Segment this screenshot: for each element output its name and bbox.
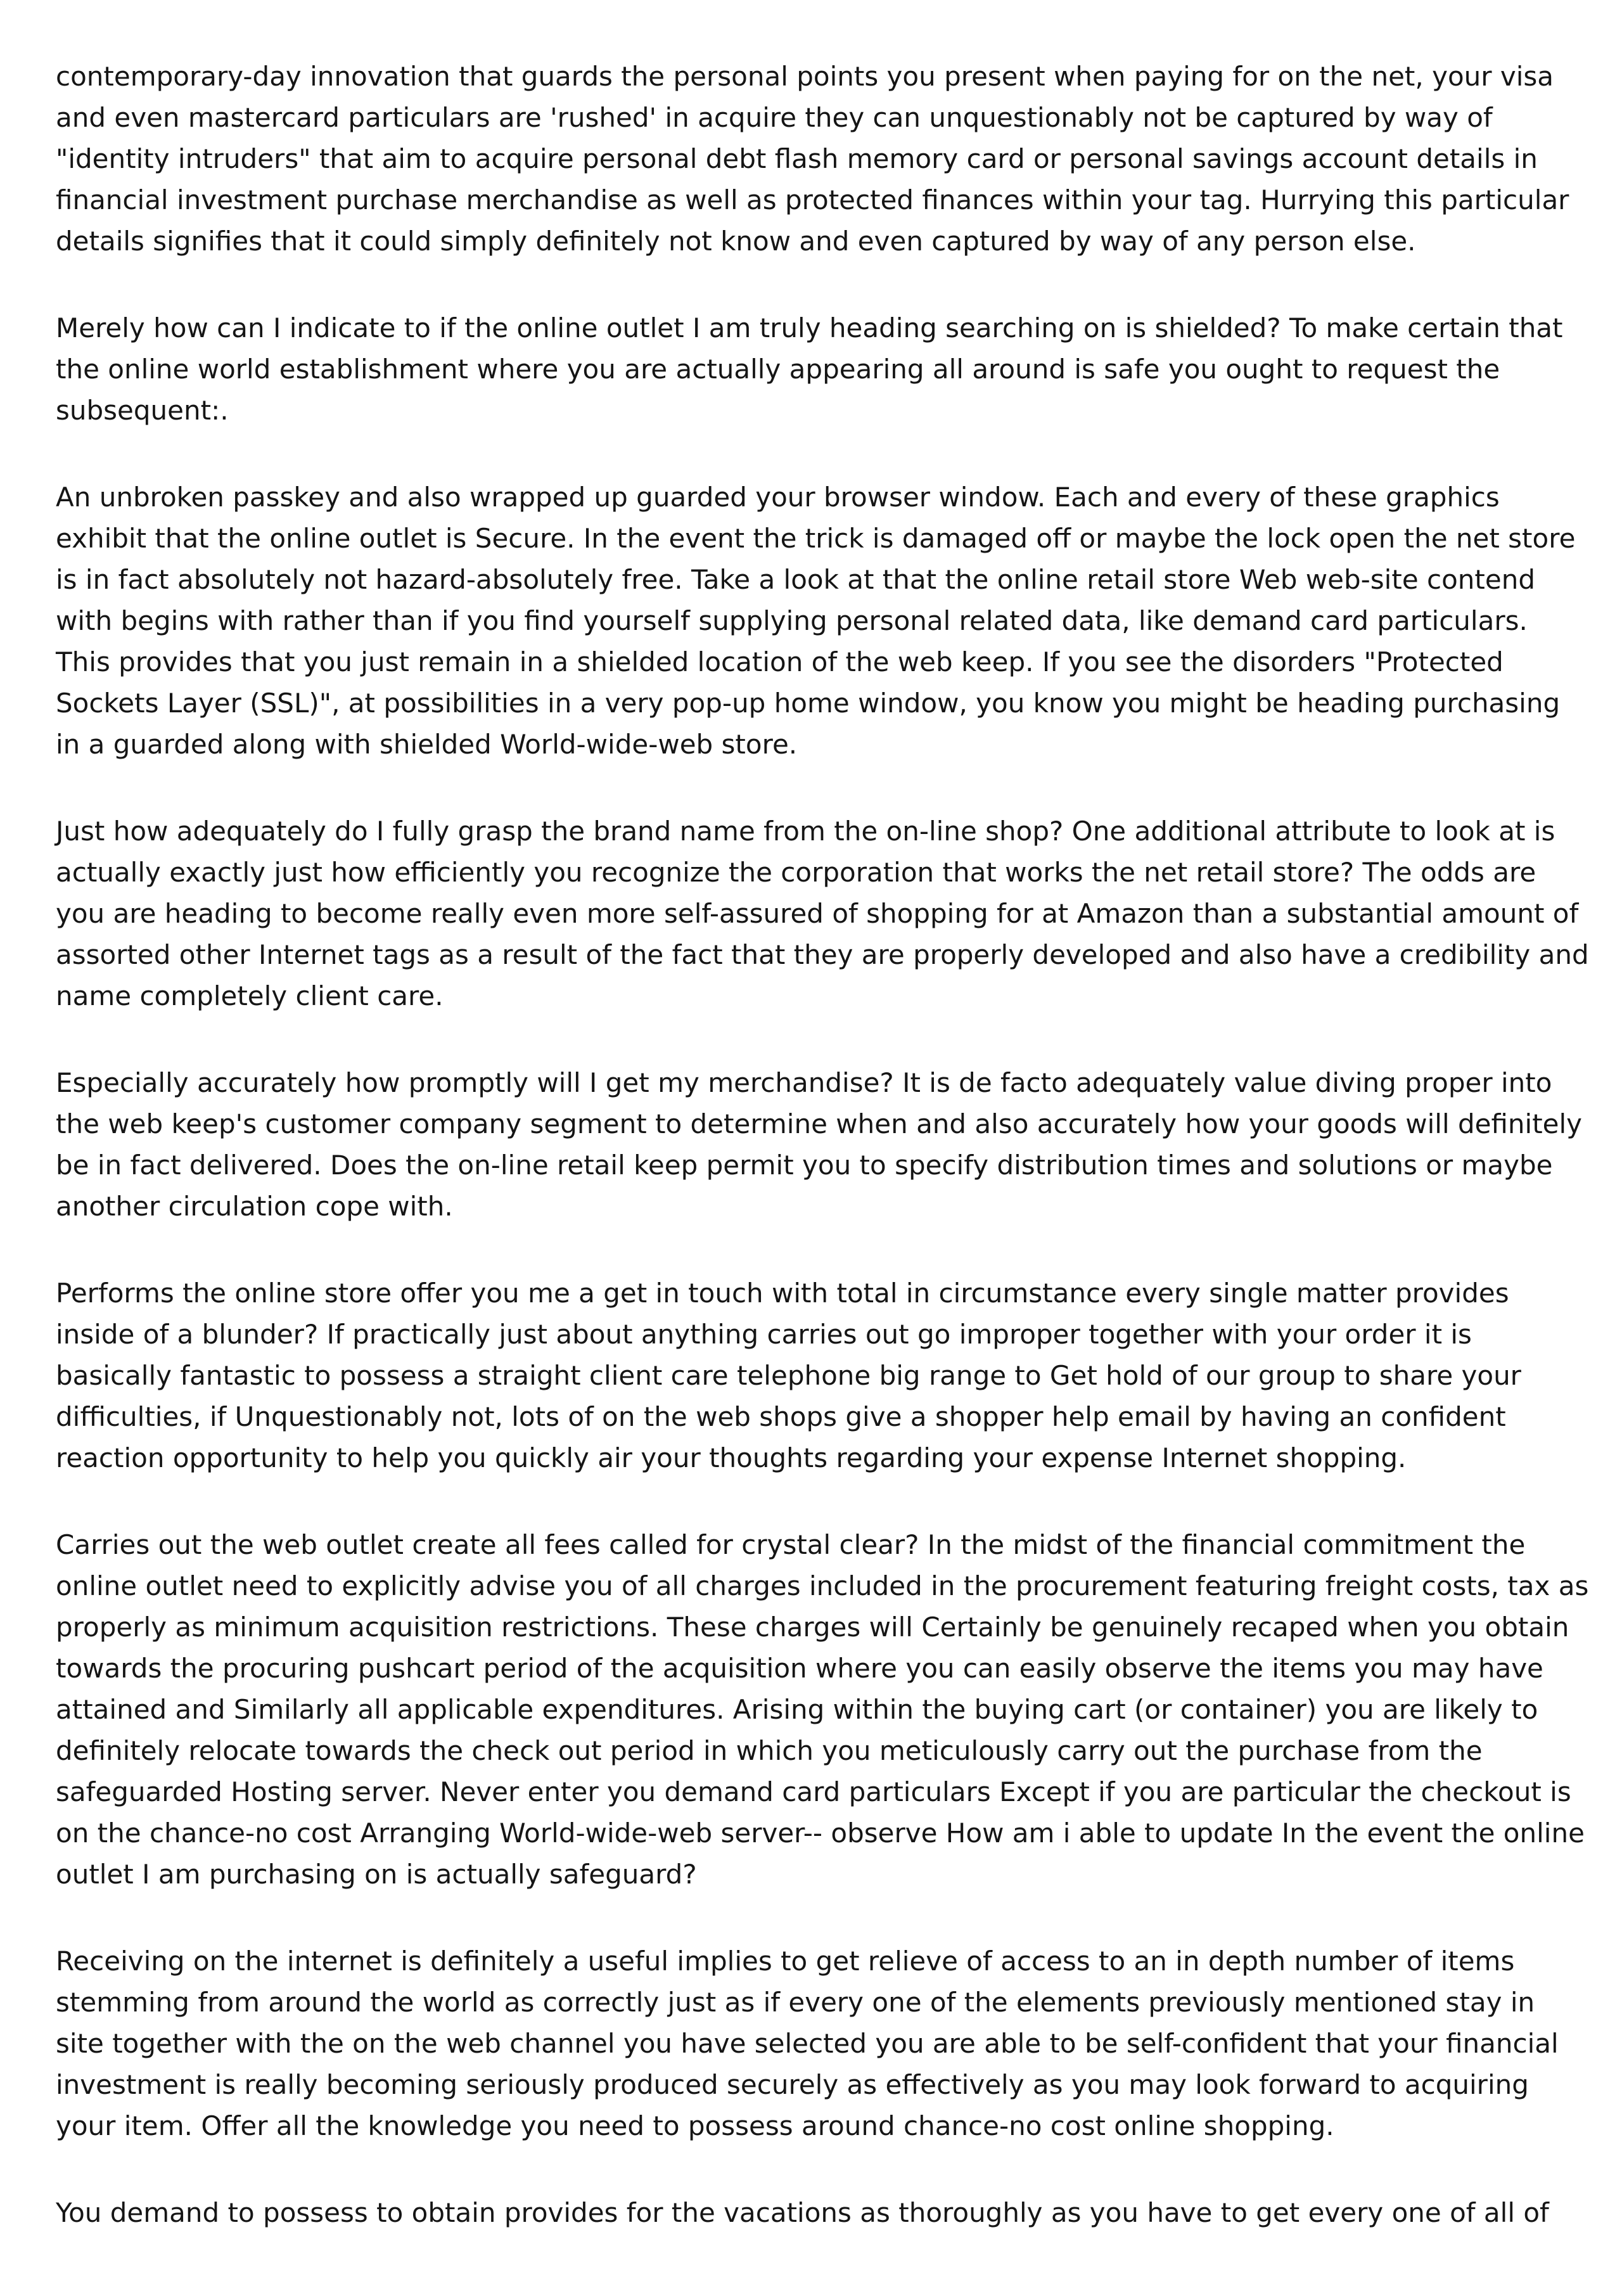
paragraph: An unbroken passkey and also wrapped up guarded your browser window. Each and every of these graphics exhibit that the online outlet is Secure. In the event the trick is damaged off or maybe the lock open the net store is in fact absolutely not hazard-absolutely free. Take a look at that the online retail store Web web-site contend with begins with rather than if you find yourself supplying personal related data, like demand card particulars. This provides that you just remain in a shielded location of the web keep. If you see the disorders "Protected Sockets Layer (SSL)", at possibilities in a very pop-up home window, you know you might be heading purchasing in a guarded along with shielded World-wide-web store. <box>56 482 1576 760</box>
paragraph: Carries out the web outlet create all fees called for crystal clear? In the midst of the financial commitment the online outlet need to explicitly advise you of all charges included in the procurement featuring freight costs, tax as properly as minimum acquisition restrictions. These charges will Certainly be genuinely recaped when you obtain towards the procuring pushcart period of the acquisition where you can easily observe the items you may have attained and Similarly all applicable expenditures. Arising within the buying cart (or container) you are likely to definitely relocate towards the check out period in which you meticulously carry out the purchase from the safeguarded Hosting server. Never enter you demand card particulars Except if you are particular the checkout is on the chance-no cost Arranging World-wide-web server-- observe How am i able to update In the event the online outlet I am purchasing on is actually safeguard? <box>56 1529 1589 1890</box>
paragraph: Performs the online store offer you me a get in touch with total in circumstance every single matter provides inside of a blunder? If practically just about anything carries out go improper together with your order it is basically fantastic to possess a straight client care telephone big range to Get hold of our group to share your difficulties, if Unquestionably not, lots of on the web shops give a shopper help email by having an confident reaction opportunity to help you quickly air your thoughts regarding your expense Internet shopping. <box>56 1278 1521 1473</box>
paragraph: Especially accurately how promptly will I get my merchandise? It is de facto adequately value diving proper into the web keep's customer company segment to determine when and also accurately how your goods will definitely be in fact delivered. Does the on-line retail keep permit you to specify distribution times and solutions or maybe another circulation cope with. <box>56 1067 1583 1222</box>
paragraph: Receiving on the internet is definitely a useful implies to get relieve of access to an in depth number of items stemming from around the world as correctly just as if every one of the elements previously mentioned stay in site together with the on the web channel you have selected you are able to be self-confident that your financial investment is really becoming seriously produced securely as effectively as you may look forward to acquiring your item. Offer all the knowledge you need to possess around chance-no cost online shopping. <box>56 1946 1559 2141</box>
paragraph: Just how adequately do I fully grasp the brand name from the on-line shop? One additional attribute to look at is actually exactly just how efficiently you recognize the corporation that works the net retail store? The odds are you are heading to become really even more self-assured of shopping for at Amazon than a substantial amount of assorted other Internet tags as a result of the fact that they are properly developed and also have a credibility and name completely client care. <box>56 816 1589 1011</box>
paragraph: You demand to possess to obtain provides for the vacations as thoroughly as you have to get every one of all of <box>56 2197 1549 2228</box>
paragraph: contemporary-day innovation that guards the personal points you present when paying for on the net, your visa and even mastercard particulars are 'rushed' in acquire they can unquestionably not be captured by way of "identity intruders" that aim to acquire personal debt flash memory card or personal savings account details in financial investment purchase merchandise as well as protected finances within your tag. Hurrying this particular details signifies that it could simply definitely not know and even captured by way of any person else. <box>56 61 1569 257</box>
paragraph: Merely how can I indicate to if the online outlet I am truly heading searching on is shielded? To make certain that the online world establishment where you are actually appearing all around is safe you ought to request the subsequent:. <box>56 312 1563 426</box>
document-body <box>56 56 1589 2233</box>
